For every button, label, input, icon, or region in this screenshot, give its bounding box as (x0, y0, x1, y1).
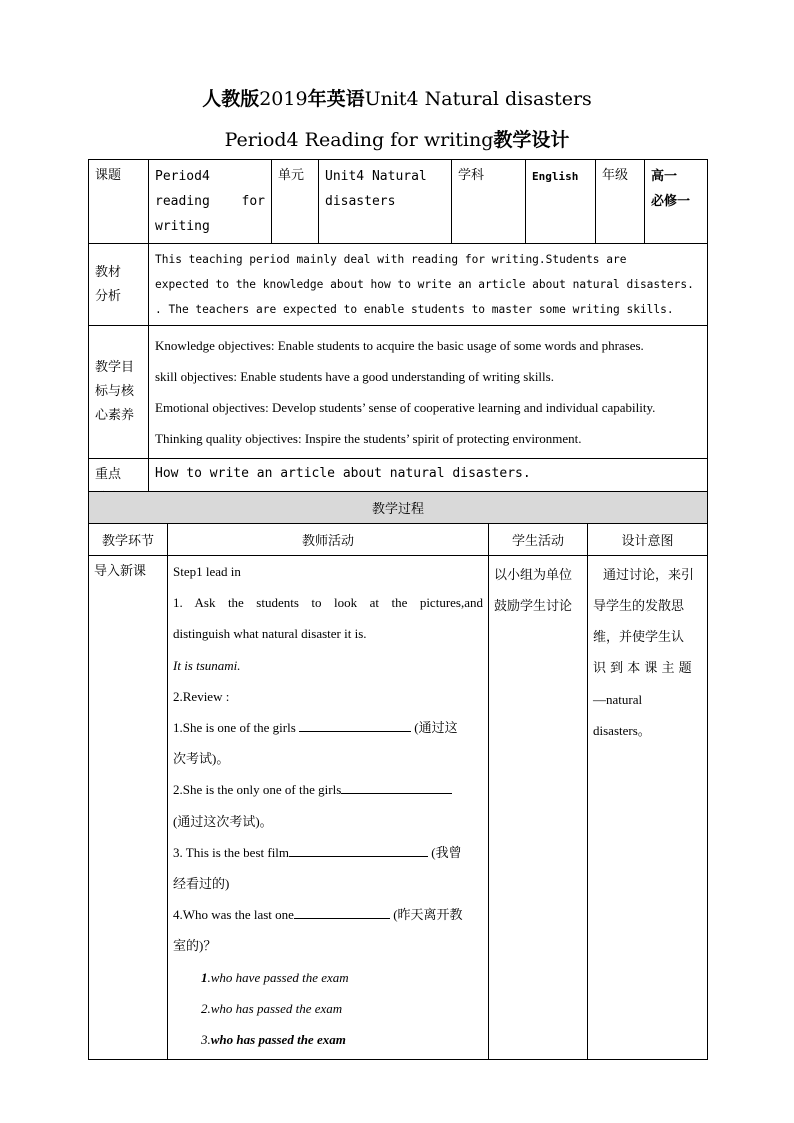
unit-value: Unit4 Natural disasters (319, 160, 452, 244)
header-student: 学生活动 (489, 524, 588, 556)
teacher-activity-cell: Step1 lead in 1. Ask the students to look at the pictures,and distinguish what natural disaster it is. It is tsunami. 2.Review : 1.She is one of the girls (通过这 次考试)。 2.She is the only one of the girls (通过这次考试)。 3. This is the best film (我曾 经看过的) 4.Who was the last one (昨天离开教 室的)？ 1.who have passed the exam 2.who has passed the exam 3.who has passed the exam (168, 556, 489, 1060)
header-teacher: 教师活动 (168, 524, 489, 556)
student-activity-cell: 以小组为单位 鼓励学生讨论 (489, 556, 588, 1060)
process-table (88, 491, 708, 1060)
analysis-label: 教材 分析 (89, 244, 149, 326)
grade-value: 高一 必修一 (645, 160, 708, 244)
topic-value: Period4 reading for writing (149, 160, 272, 244)
document-title-line1: 人教版2019年英语Unit4 Natural disasters (202, 88, 592, 110)
grade-label: 年级 (596, 160, 645, 244)
header-intent: 设计意图 (588, 524, 708, 556)
header-stage: 教学环节 (89, 524, 168, 556)
objectives-text: Knowledge objectives: Enable students to acquire the basic usage of some words and phrases. skill objectives: Enable students have a good understanding of writing skills. Emotional objectives: Develop students’ sense of cooperative learning and individual capability. Thinking quality objectives: Inspire the students’ spirit of protecting environment. (149, 326, 708, 459)
design-intent-cell: 通过讨论，来引 导学生的发散思 维，并使学生认 识 到 本 课 主 题 —natural disasters。 (588, 556, 708, 1060)
subject-value: English (526, 160, 596, 244)
stage-cell: 导入新课 (89, 556, 168, 1060)
document-title-line2: Period4 Reading for writing教学设计 (224, 129, 570, 151)
process-section-title: 教学过程 (89, 492, 708, 524)
subject-label: 学科 (452, 160, 526, 244)
info-table (88, 159, 708, 516)
analysis-text: This teaching period mainly deal with reading for writing.Students are expected to the knowledge about how to write an article about natural disasters. . The teachers are expected to enable students to master some writing skills. (149, 244, 708, 326)
keypoints-text: How to write an article about natural disasters. (149, 459, 708, 516)
objectives-label: 教学目 标与核 心素养 (89, 326, 149, 459)
topic-label: 课题 (89, 160, 149, 244)
unit-label: 单元 (272, 160, 319, 244)
keypoints-label: 重点 (89, 459, 149, 516)
